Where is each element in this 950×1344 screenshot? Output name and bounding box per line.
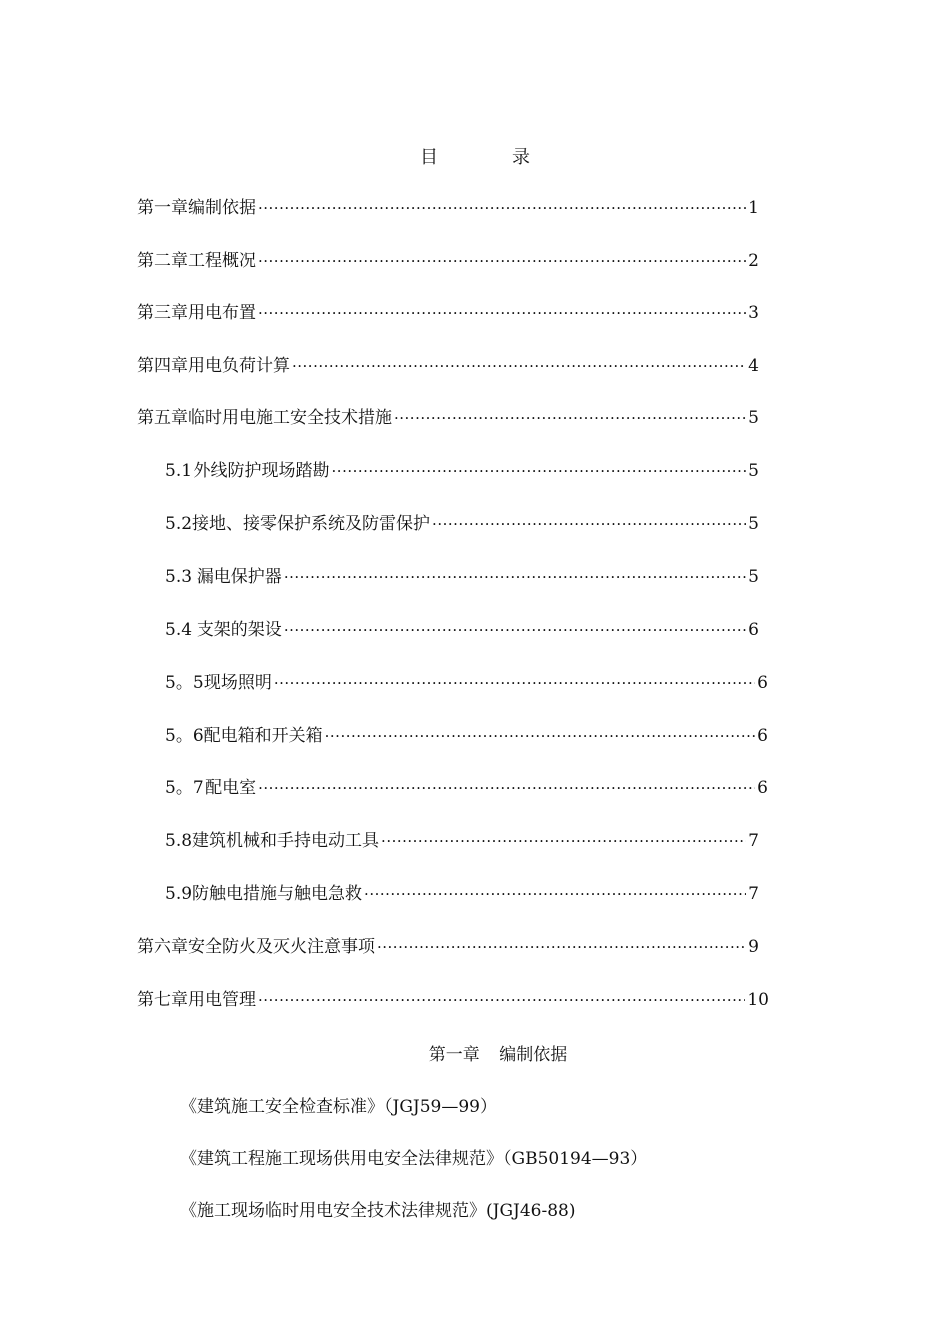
- toc-entry-page: 6: [748, 620, 759, 640]
- dot-leader: [292, 353, 746, 379]
- toc-entry-section-5-5[interactable]: [165, 670, 768, 696]
- toc-entry-section-5-3[interactable]: [165, 564, 759, 590]
- dot-leader: [377, 934, 746, 960]
- toc-entry-page: 6: [757, 726, 768, 746]
- dot-leader: [332, 458, 747, 484]
- toc-entry-section-5-6[interactable]: [165, 723, 768, 749]
- toc-entry-number: 5。7: [165, 778, 204, 798]
- dot-leader: [381, 828, 746, 854]
- toc-entry-chapter-4[interactable]: [137, 353, 759, 379]
- dot-leader: [284, 617, 746, 643]
- toc-entry-number: 第二章: [137, 251, 188, 271]
- dot-leader: [394, 405, 746, 431]
- reference-item: 《建筑工程施工现场供用电安全法律规范》（GB50194—93）: [180, 1149, 648, 1169]
- reference-item: 《建筑施工安全检查标准》（JGJ59—99）: [180, 1097, 497, 1117]
- toc-entry-page: 2: [748, 251, 759, 271]
- toc-entry-label: 配电箱和开关箱: [203, 726, 323, 746]
- toc-entry-number: 第三章: [137, 303, 188, 323]
- toc-entry-chapter-3[interactable]: [137, 300, 759, 326]
- toc-entry-chapter-5[interactable]: [137, 405, 759, 431]
- toc-title: 目 录: [420, 147, 558, 168]
- toc-entry-number: 5.4: [165, 620, 193, 640]
- dot-leader: [364, 881, 746, 907]
- toc-entry-number: 5.9: [165, 884, 193, 904]
- toc-entry-page: 4: [748, 356, 759, 376]
- toc-entry-chapter-7[interactable]: [137, 987, 769, 1013]
- toc-entry-label: 外线防护现场踏勘: [193, 461, 330, 481]
- toc-entry-section-5-8[interactable]: [165, 828, 759, 854]
- toc-entry-number: 5.2: [165, 514, 193, 534]
- toc-entry-page: 1: [748, 198, 759, 218]
- toc-entry-page: 6: [757, 778, 768, 798]
- toc-entry-section-5-2[interactable]: [165, 511, 759, 537]
- toc-entry-label: 用电负荷计算: [188, 356, 290, 376]
- toc-entry-chapter-1[interactable]: [137, 195, 759, 221]
- toc-entry-page: 6: [757, 673, 768, 693]
- toc-entry-section-5-1[interactable]: [165, 458, 759, 484]
- toc-entry-chapter-6[interactable]: [137, 934, 759, 960]
- toc-entry-label: 接地、接零保护系统及防雷保护: [192, 514, 431, 534]
- dot-leader: [274, 670, 755, 696]
- toc-entry-section-5-9[interactable]: [165, 881, 759, 907]
- toc-entry-page: 3: [748, 303, 759, 323]
- reference-item: 《施工现场临时用电安全技术法律规范》(JGJ46-88): [180, 1201, 576, 1221]
- dot-leader: [258, 248, 746, 274]
- toc-entry-page: 5: [748, 461, 759, 481]
- toc-entry-label: 漏电保护器: [196, 567, 282, 587]
- dot-leader: [258, 300, 746, 326]
- toc-entry-label: 安全防火及灭火注意事项: [188, 937, 375, 957]
- toc-entry-page: 10: [747, 990, 769, 1010]
- chapter-heading: 第一章 编制依据: [428, 1045, 568, 1065]
- dot-leader: [284, 564, 746, 590]
- toc-entry-number: 第五章: [137, 408, 188, 428]
- dot-leader: [258, 195, 746, 221]
- toc-entry-number: 5.3: [165, 567, 193, 587]
- dot-leader: [258, 775, 755, 801]
- dot-leader: [325, 723, 756, 749]
- toc-entry-number: 5.8: [165, 831, 193, 851]
- toc-entry-page: 5: [748, 567, 759, 587]
- toc-entry-label: 工程概况: [188, 251, 256, 271]
- toc-entry-page: 7: [748, 831, 759, 851]
- toc-entry-number: 5。5: [165, 673, 204, 693]
- toc-entry-label: 现场照明: [203, 673, 272, 693]
- toc-entry-number: 第六章: [137, 937, 188, 957]
- toc-entry-page: 9: [748, 937, 759, 957]
- toc-entry-number: 第四章: [137, 356, 188, 376]
- toc-entry-page: 7: [748, 884, 759, 904]
- toc-entry-number: 第一章: [137, 198, 188, 218]
- toc-entry-section-5-4[interactable]: [165, 617, 759, 643]
- toc-entry-number: 5.1: [165, 461, 193, 481]
- toc-entry-page: 5: [748, 408, 759, 428]
- toc-entry-section-5-7[interactable]: [165, 775, 768, 801]
- toc-entry-label: 防触电措施与触电急救: [192, 884, 363, 904]
- toc-entry-label: 配电室: [205, 778, 257, 798]
- dot-leader: [432, 511, 746, 537]
- toc-entry-label: 建筑机械和手持电动工具: [192, 831, 380, 851]
- toc-entry-chapter-2[interactable]: [137, 248, 759, 274]
- toc-entry-number: 5。6: [165, 726, 204, 746]
- toc-entry-label: 用电布置: [188, 303, 256, 323]
- toc-entry-label: 编制依据: [188, 198, 256, 218]
- toc-entry-label: 支架的架设: [196, 620, 282, 640]
- dot-leader: [258, 987, 745, 1013]
- toc-entry-label: 临时用电施工安全技术措施: [188, 408, 392, 428]
- toc-entry-label: 用电管理: [188, 990, 256, 1010]
- toc-entry-page: 5: [748, 514, 759, 534]
- toc-entry-number: 第七章: [137, 990, 188, 1010]
